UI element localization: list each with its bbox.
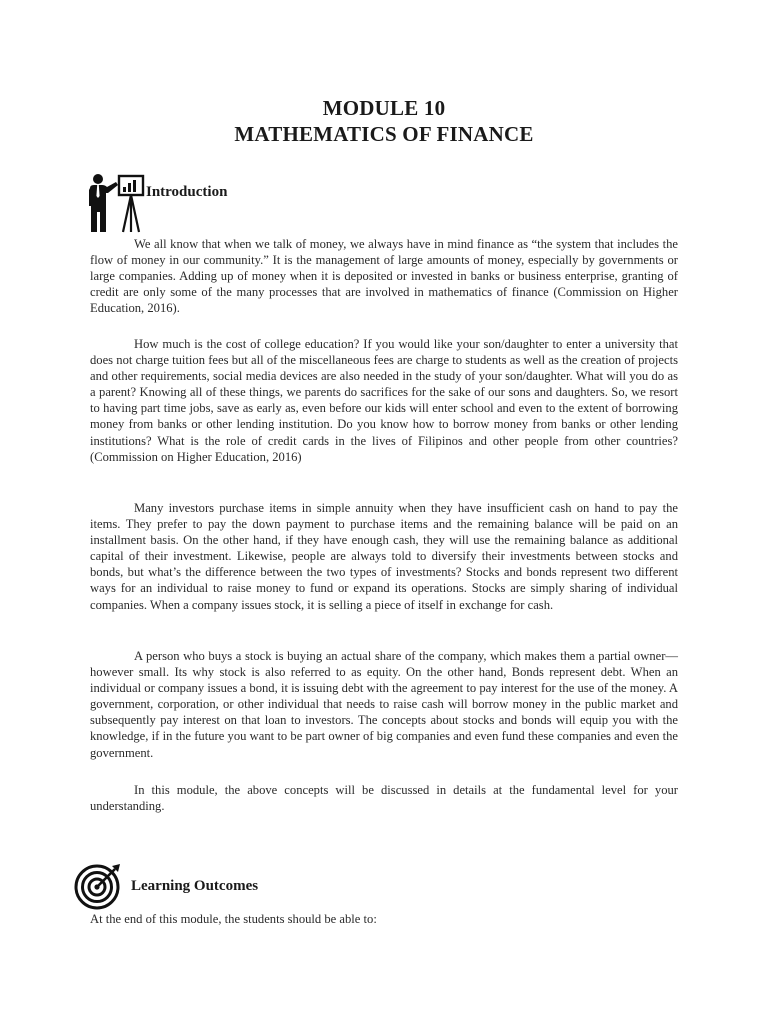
intro-paragraph-2: How much is the cost of college education? If you would like your son/daughter to enter a university that does not charge tuition fees but all of the miscellaneous fees are charge to students as well as the creation of projects and other requirements, social media devices are also needed in the study of your son/daughter. What will you do as a parent? Knowing all of these things, we parents do sacrifices for the sake of our sons and daughters. So, we resort to having part time jobs, save as early as, even before our kids will enter school and even to the extent of borrowing money from banks or other lending institution. Do you know how to borrow money from banks or other lending institutions? What is the role of credit cards in the lives of Filipinos and other people from other countries? (Commission on Higher Education, 2016) xyxy=(90,337,678,464)
intro-paragraph-4: A person who buys a stock is buying an actual share of the company, which makes them a partial owner—however small. Its why stock is also referred to as equity. On the other hand, Bonds represent debt. When an individual or company issues a bond, it is issuing debt with the agreement to pay interest for the use of the money. A government, corporation, or other individual that needs to raise cash will borrow money in the public market and subsequently pay interest on that loan to investors. The concepts about stocks and bonds will equip you with the knowledge, if in the future you want to be part owner of big companies and even fund these companies and even the government. xyxy=(90,649,678,760)
introduction-heading: Introduction xyxy=(146,184,228,200)
intro-paragraph-3: Many investors purchase items in simple annuity when they have insufficient cash on hand to pay the items. They prefer to pay the down payment to purchase items and the remaining balance will be paid on an installment basis. On the other hand, if they have enough cash, they will use the remaining balance as additional capital of their investment. Likewise, people are always told to diversify their investments between stocks and bonds, but what’s the difference between the two types of investments? Stocks and bonds represent two different ways for an individual to raise money to fund or expand its operations. Stocks are simply sharing of individual companies. When a company issues stock, it is selling a piece of itself in exchange for cash. xyxy=(90,501,678,612)
learning-outcomes-lead-in: At the end of this module, the students should be able to: xyxy=(90,912,377,926)
module-number: MODULE 10 xyxy=(322,96,446,120)
intro-paragraph-5: In this module, the above concepts will be discussed in details at the fundamental level for your understanding. xyxy=(90,783,678,814)
intro-paragraph-1: We all know that when we talk of money, we always have in mind finance as “the system that includes the flow of money in our community.” It is the management of large amounts of money, especially by governments or large companies. Adding up of money when it is deposited or invested in banks or business enterprise, granting of credit are only some of the many processes that are involved in mathematics of finance (Commission on Higher Education, 2016). xyxy=(90,237,678,316)
target-with-arrow-icon xyxy=(74,860,124,910)
module-title: MATHEMATICS OF FINANCE xyxy=(234,122,534,146)
learning-outcomes-heading: Learning Outcomes xyxy=(131,878,259,894)
presenter-at-board-icon xyxy=(86,170,146,234)
